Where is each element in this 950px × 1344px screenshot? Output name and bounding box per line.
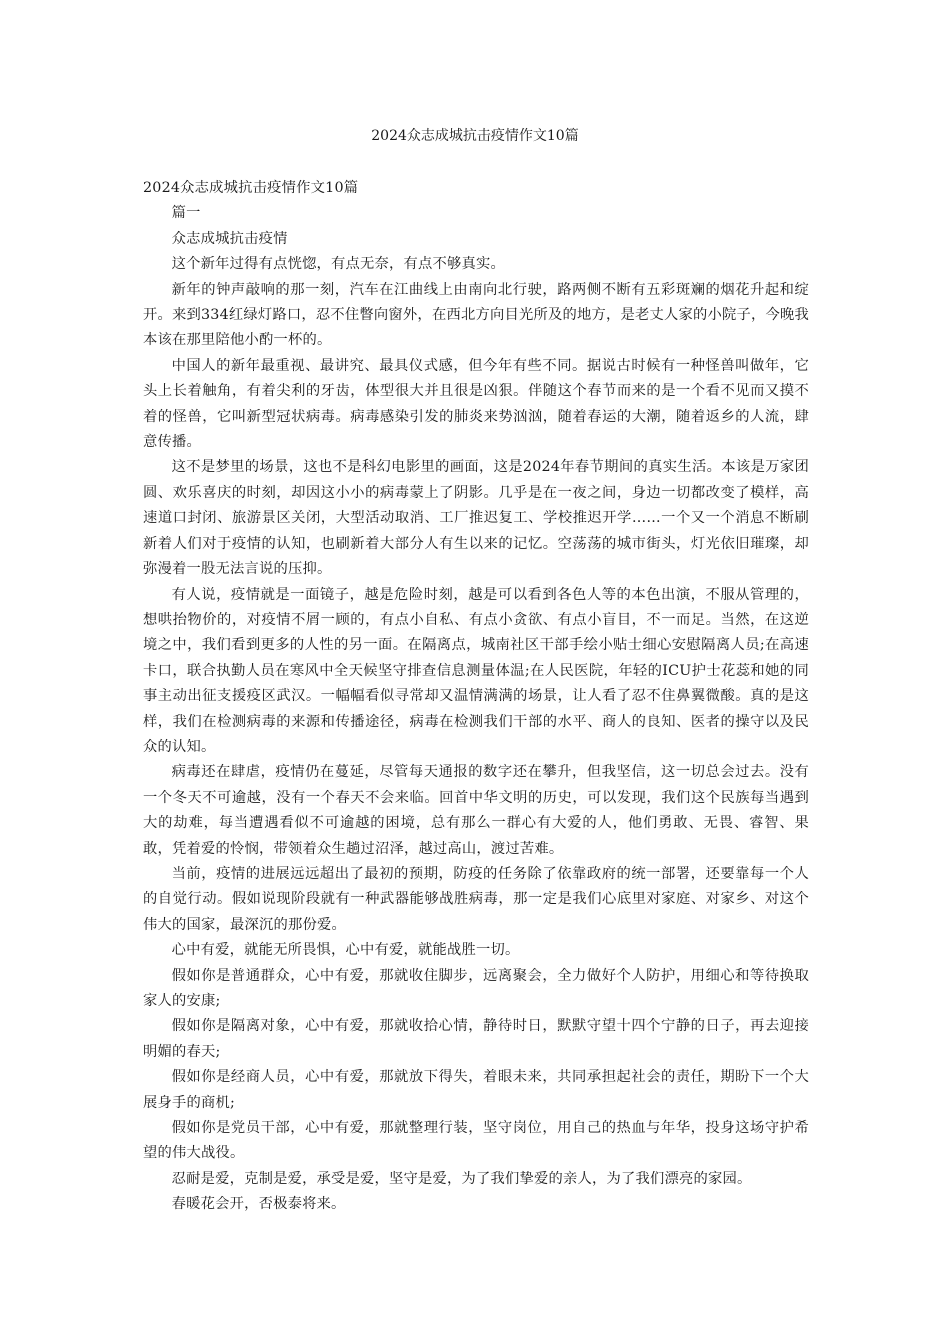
document-title: 2024众志成城抗击疫情作文10篇: [371, 128, 579, 144]
paragraph: 这不是梦里的场景，这也不是科幻电影里的画面，这是2024年春节期间的真实生活。本该是万家团圆、欢乐喜庆的时刻，却因这小小的病毒蒙上了阴影。几乎是在一夜之间，身边一切都改变了模样，高速道口封闭、旅游景区关闭，大型活动取消、工厂推迟复工、学校推迟开学……一个又一个消息不断刷新着人们对于疫情的认知，也刷新着大部分人有生以来的记忆。空荡荡的城市街头，灯光依旧璀璨，却弥漫着一股无法言说的压抑。: [143, 459, 809, 578]
paragraph: 新年的钟声敲响的那一刻，汽车在江曲线上由南向北行驶，路两侧不断有五彩斑斓的烟花升起和绽开。来到334红绿灯路口，忍不住瞥向窗外，在西北方向目光所及的地方，是老丈人家的小院子，今晚我本该在那里陪他小酌一杯的。: [143, 281, 809, 349]
section-label: 篇一: [171, 205, 201, 222]
paragraph: 有人说，疫情就是一面镜子，越是危险时刻，越是可以看到各色人等的本色出演，不服从管理的，想哄抬物价的，对疫情不屑一顾的，有点小自私、有点小贪欲、有点小盲目，不一而足。当然，在这逆境之中，我们看到更多的人性的另一面。在隔离点，城南社区干部手绘小贴士细心安慰隔离人员;在高速卡口，联合执勤人员在寒风中全天候坚守排查信息测量体温;在人民医院，年轻的ICU护士花蕊和她的同事主动出征支援疫区武汉。一幅幅看似寻常却又温情满满的场景，让人看了忍不住鼻翼微酸。真的是这样，我们在检测病毒的来源和传播途径，病毒在检测我们干部的水平、商人的良知、医者的操守以及民众的认知。: [143, 586, 809, 755]
paragraph: 忍耐是爱，克制是爱，承受是爱，坚守是爱，为了我们挚爱的亲人，为了我们漂亮的家园。: [171, 1170, 752, 1187]
document-body: [143, 176, 809, 1218]
paragraph: 假如你是党员干部，心中有爱，那就整理行装，坚守岗位，用自己的热血与年华，投身这场守护希望的伟大战役。: [143, 1120, 809, 1162]
paragraph: 假如你是隔离对象，心中有爱，那就收拾心情，静待时日，默默守望十四个宁静的日子，再去迎接明媚的春天;: [143, 1018, 809, 1060]
paragraph: 中国人的新年最重视、最讲究、最具仪式感，但今年有些不同。据说古时候有一种怪兽叫做年，它头上长着触角，有着尖利的牙齿，体型很大并且很是凶狠。伴随这个春节而来的是一个看不见而又摸不着的怪兽，它叫新型冠状病毒。病毒感染引发的肺炎来势汹汹，随着春运的大潮，随着返乡的人流，肆意传播。: [143, 357, 809, 451]
paragraph: 假如你是经商人员，心中有爱，那就放下得失，着眼未来，共同承担起社会的责任，期盼下一个大展身手的商机;: [143, 1069, 809, 1111]
paragraph: 心中有爱，就能无所畏惧，心中有爱，就能战胜一切。: [171, 942, 520, 959]
document-subtitle: 2024众志成城抗击疫情作文10篇: [143, 180, 359, 196]
paragraph: 病毒还在肆虐，疫情仍在蔓延，尽管每天通报的数字还在攀升，但我坚信，这一切总会过去。没有一个冬天不可逾越，没有一个春天不会来临。回首中华文明的历史，可以发现，我们这个民族每当遇到大的劫难，每当遭遇看似不可逾越的困境，总有那么一群心有大爱的人，他们勇敢、无畏、睿智、果敢，凭着爱的怜悯，带领着众生趟过沼泽，越过高山，渡过苦难。: [143, 764, 809, 857]
paragraph: 假如你是普通群众，心中有爱，那就收住脚步，远离聚会，全力做好个人防护，用细心和等待换取家人的安康;: [143, 967, 809, 1009]
essay-heading: 众志成城抗击疫情: [171, 230, 288, 247]
paragraph: 当前，疫情的进展远远超出了最初的预期，防疫的任务除了依靠政府的统一部署，还要靠每一个人的自觉行动。假如说现阶段就有一种武器能够战胜病毒，那一定是我们心底里对家庭、对家乡、对这个伟大的国家，最深沉的那份爱。: [143, 865, 809, 933]
paragraph: 这个新年过得有点恍惚，有点无奈，有点不够真实。: [171, 256, 506, 273]
paragraph: 春暖花会开，否极泰将来。: [171, 1196, 346, 1213]
